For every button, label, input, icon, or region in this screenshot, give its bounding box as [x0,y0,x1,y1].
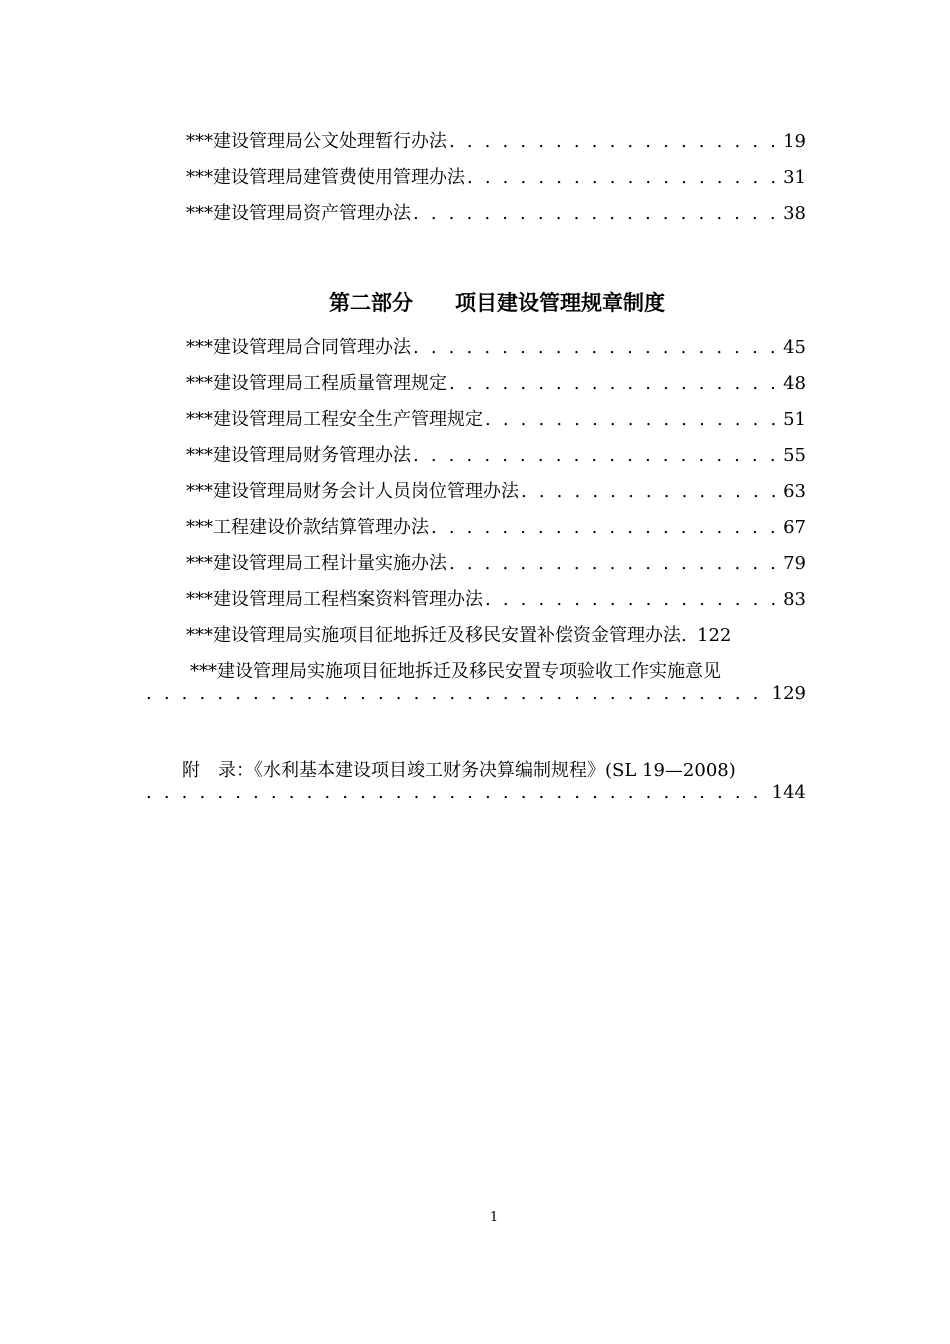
toc-entry-page: 19 [783,131,806,152]
toc-dot-leader [146,683,770,704]
toc-entry[interactable] [186,199,806,227]
toc-entry-title: ***建设管理局财务会计人员岗位管理办法 [186,481,519,502]
toc-dot-leader [146,782,770,803]
toc-entry-title: ***建设管理局财务管理办法 [186,445,411,466]
toc-entry-page: 129 [771,683,806,704]
appendix-entry[interactable] [182,756,812,782]
toc-entry-title: ***建设管理局工程安全生产管理规定 [186,409,483,430]
toc-entry[interactable] [186,333,806,361]
toc-entry-page: 67 [783,517,806,538]
toc-entry[interactable] [186,585,806,613]
toc-entry-page: 83 [783,589,806,610]
toc-entry-page: 51 [783,409,806,430]
toc-entry-page: 55 [783,445,806,466]
toc-entry-page: 79 [783,553,806,574]
toc-dot-leader [681,625,693,646]
toc-entry[interactable] [186,621,806,649]
toc-dot-leader [449,553,781,574]
toc-entry-title: ***建设管理局资产管理办法 [186,203,411,224]
toc-entry-title: ***建设管理局合同管理办法 [186,337,411,358]
toc-entry-page: 63 [783,481,806,502]
appendix-title: 《水利基本建设项目竣工财务决算编制规程》(SL 19—2008) [254,760,736,781]
toc-entry-page: 48 [783,373,806,394]
toc-entry[interactable] [186,405,806,433]
toc-entry-title: ***建设管理局公文处理暂行办法 [186,131,447,152]
toc-entry[interactable] [186,127,806,155]
appendix-page: 144 [771,782,806,803]
toc-entry[interactable] [186,549,806,577]
toc-entry[interactable] [186,163,806,191]
toc-entry[interactable] [186,441,806,469]
toc-entry-title: ***建设管理局工程计量实施办法 [186,553,447,574]
toc-entry-page: 122 [697,625,732,646]
toc-entry-title: ***建设管理局建管费使用管理办法 [186,167,465,188]
toc-entry-page: 38 [783,203,806,224]
toc-entry[interactable] [186,369,806,397]
toc-entry-title: ***建设管理局工程质量管理规定 [186,373,447,394]
toc-dot-leader [413,203,781,224]
toc-dot-leader [413,337,781,358]
toc-entry-page: 31 [783,167,806,188]
toc-entry-page: 45 [783,337,806,358]
toc-dot-leader [449,373,781,394]
toc-entry-wrapped-title[interactable]: ***建设管理局实施项目征地拆迁及移民安置专项验收工作实施意见 [190,661,721,682]
toc-entry-title: ***建设管理局工程档案资料管理办法 [186,589,483,610]
toc-entry[interactable] [186,477,806,505]
toc-entry-wrapped-leader-line[interactable] [146,683,806,711]
toc-dot-leader [413,445,781,466]
toc-dot-leader [431,517,781,538]
toc-entry-title: ***工程建设价款结算管理办法 [186,517,429,538]
section-title: 第二部分 项目建设管理规章制度 [329,291,665,315]
toc-entry-title: ***建设管理局实施项目征地拆迁及移民安置补偿资金管理办法 [186,625,681,646]
page-number: 1 [489,1210,499,1225]
toc-dot-leader [485,409,781,430]
toc-dot-leader [467,167,781,188]
toc-entry[interactable] [186,513,806,541]
toc-dot-leader [485,589,781,610]
appendix-label: 附 录： [182,760,254,781]
toc-dot-leader [449,131,781,152]
appendix-leader-line[interactable] [146,782,806,810]
toc-dot-leader [521,481,781,502]
